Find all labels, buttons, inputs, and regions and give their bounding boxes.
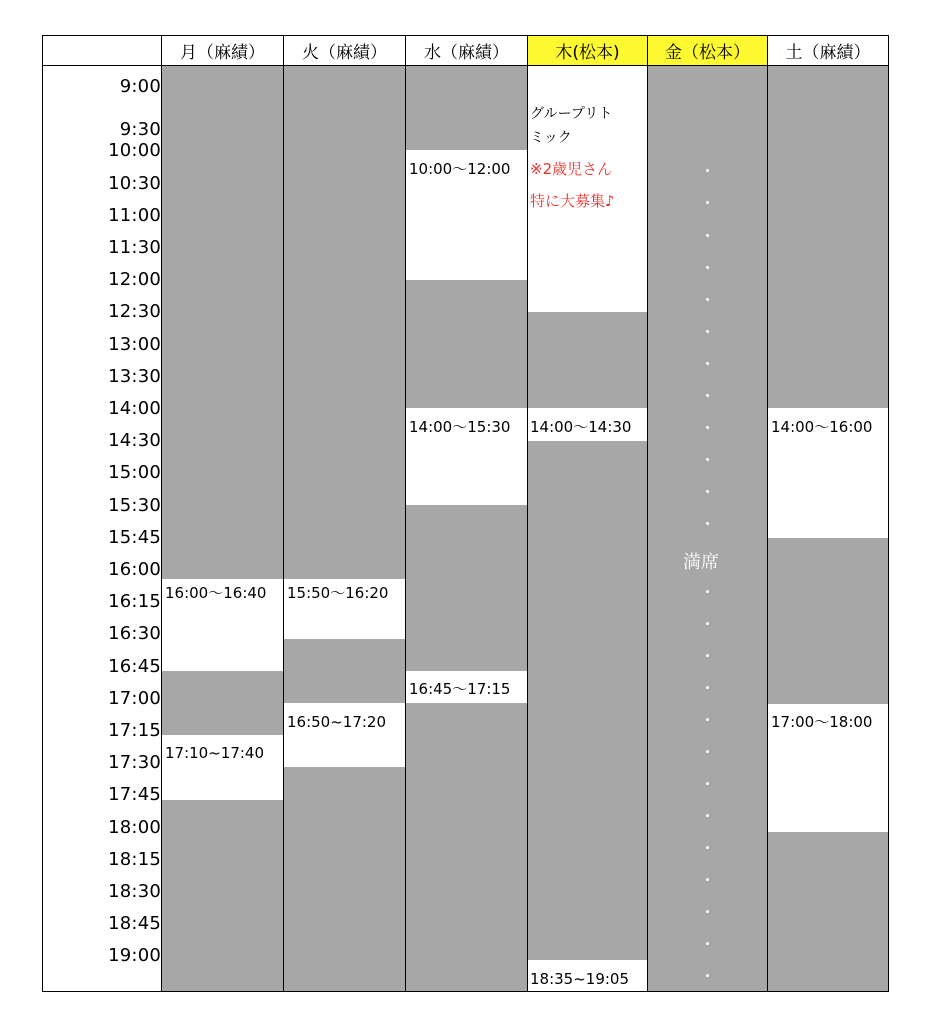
slot-wednesday-2: 14:00〜15:30	[409, 418, 511, 436]
friday-full-label: 満席	[683, 552, 719, 573]
dot-marker	[706, 910, 709, 913]
dot-marker	[706, 750, 709, 753]
time-label: 11:30	[108, 237, 161, 258]
time-label: 16:45	[108, 655, 161, 677]
dot-marker	[706, 266, 709, 269]
slot-monday-2: 17:10~17:40	[165, 744, 265, 762]
unavailable-block	[768, 538, 888, 704]
schedule-table	[42, 35, 889, 992]
dot-marker	[706, 686, 709, 689]
unavailable-block	[284, 767, 405, 991]
header-rule	[43, 65, 161, 66]
time-label: 15:00	[108, 462, 161, 484]
dot-marker	[706, 362, 709, 365]
thursday-note-red1: ※2歳児さん	[530, 160, 613, 178]
column-divider	[527, 36, 528, 991]
time-label: 18:15	[108, 848, 161, 870]
dot-marker	[706, 458, 709, 461]
thursday-note-line1: グループリト	[530, 106, 613, 122]
column-divider	[283, 36, 284, 991]
time-label: 16:00	[108, 559, 161, 580]
time-label: 15:45	[108, 526, 161, 548]
time-label: 15:30	[108, 494, 161, 516]
time-label: 10:30	[108, 172, 161, 194]
unavailable-block	[406, 505, 527, 671]
dot-marker	[706, 330, 709, 333]
time-label: 13:00	[108, 333, 161, 355]
unavailable-block	[284, 66, 405, 579]
time-label: 14:30	[108, 430, 161, 452]
dot-marker	[706, 169, 709, 172]
header-wednesday: 水（麻績）	[405, 36, 527, 66]
unavailable-block	[162, 671, 283, 735]
dot-marker	[706, 942, 709, 945]
slot-thursday-1: 14:00〜14:30	[530, 418, 632, 436]
dot-marker	[706, 426, 709, 429]
unavailable-block	[406, 280, 527, 408]
slot-saturday-1: 14:00〜16:00	[771, 418, 873, 436]
unavailable-block	[284, 639, 405, 703]
thursday-note-red2: 特に大募集♪	[530, 192, 615, 210]
unavailable-block	[768, 832, 888, 991]
dot-marker	[706, 974, 709, 977]
dot-marker	[706, 654, 709, 657]
dot-marker	[706, 590, 709, 593]
slot-thursday-2: 18:35~19:05	[530, 970, 630, 988]
unavailable-block	[768, 66, 888, 408]
dot-marker	[706, 234, 709, 237]
time-label: 10:00	[108, 140, 161, 162]
dot-marker	[706, 201, 709, 204]
thursday-note-line2: ミック	[530, 130, 572, 146]
unavailable-block	[162, 800, 283, 991]
time-label: 12:30	[108, 301, 161, 323]
slot-monday-1: 16:00〜16:40	[165, 584, 267, 602]
time-label: 16:15	[108, 591, 161, 613]
dot-marker	[706, 782, 709, 785]
column-divider	[647, 36, 648, 991]
dot-marker	[706, 522, 709, 525]
unavailable-block	[648, 66, 767, 991]
dot-marker	[706, 846, 709, 849]
header-thursday: 木(松本)	[527, 36, 647, 66]
header-saturday: 土（麻績）	[767, 36, 888, 66]
unavailable-block	[162, 66, 283, 579]
time-label: 16:30	[108, 623, 161, 645]
unavailable-block	[528, 312, 647, 408]
time-label: 17:15	[108, 720, 161, 741]
time-label: 9:30	[119, 119, 161, 140]
unavailable-block	[406, 66, 527, 150]
dot-marker	[706, 814, 709, 817]
time-label: 14:00	[108, 398, 161, 419]
time-label: 11:00	[108, 204, 161, 226]
slot-tuesday-1: 15:50〜16:20	[287, 584, 389, 602]
dot-marker	[706, 394, 709, 397]
column-divider	[405, 36, 406, 991]
time-label: 9:00	[119, 76, 161, 97]
unavailable-block	[406, 703, 527, 991]
slot-tuesday-2: 16:50~17:20	[287, 713, 387, 731]
header-tuesday: 火（麻績）	[283, 36, 405, 66]
time-label: 13:30	[108, 365, 161, 387]
slot-saturday-2: 17:00〜18:00	[771, 713, 873, 731]
time-label: 12:00	[108, 269, 161, 291]
slot-wednesday-3: 16:45〜17:15	[409, 680, 511, 698]
header-monday: 月（麻績）	[161, 36, 283, 66]
dot-marker	[706, 298, 709, 301]
time-label: 17:30	[108, 752, 161, 774]
column-divider	[767, 36, 768, 991]
column-divider	[161, 36, 162, 991]
header-friday: 金（松本）	[647, 36, 767, 66]
time-label: 17:00	[108, 687, 161, 709]
time-label: 19:00	[108, 945, 161, 967]
time-label: 18:30	[108, 881, 161, 902]
dot-marker	[706, 718, 709, 721]
slot-wednesday-1: 10:00〜12:00	[409, 160, 511, 178]
time-label: 17:45	[108, 784, 161, 806]
time-label: 18:00	[108, 816, 161, 838]
dot-marker	[706, 490, 709, 493]
unavailable-block	[528, 441, 647, 960]
dot-marker	[706, 622, 709, 625]
dot-marker	[706, 878, 709, 881]
time-label: 18:45	[108, 913, 161, 935]
